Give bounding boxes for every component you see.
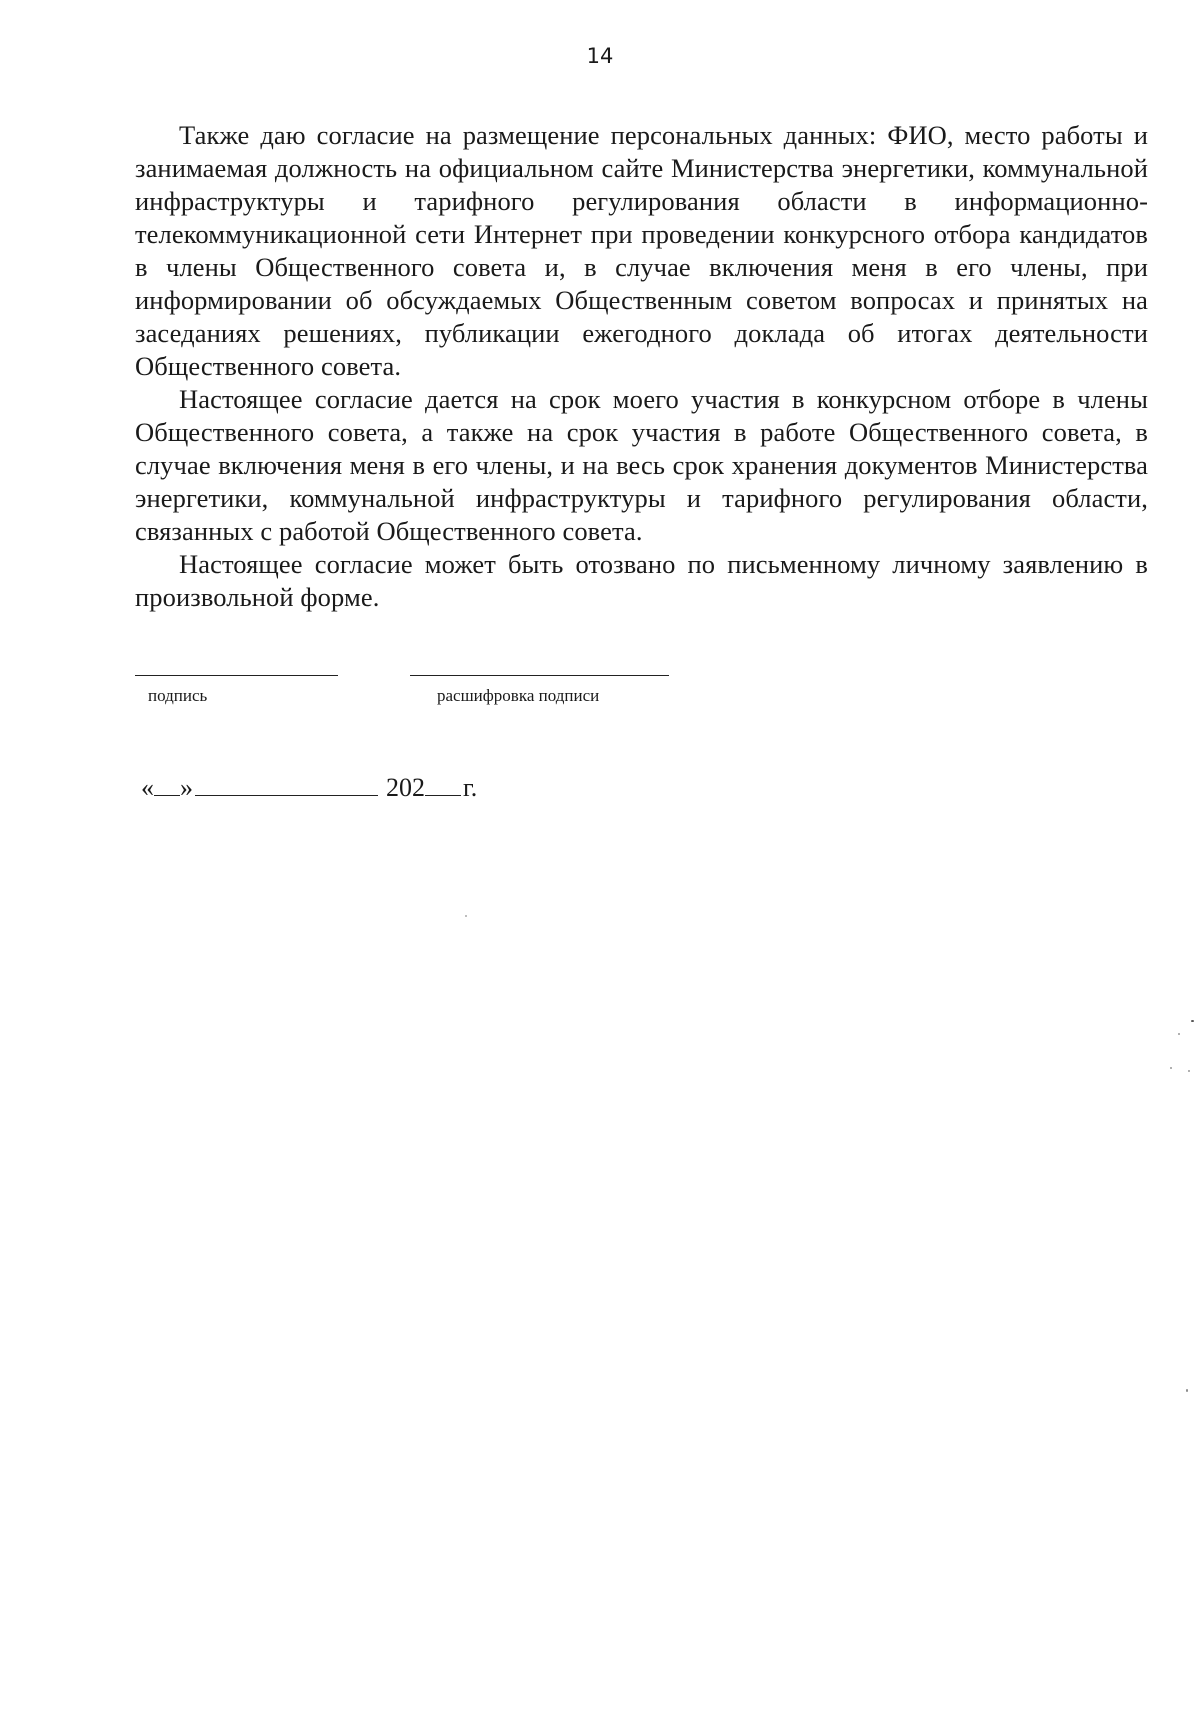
scan-speck (1178, 1033, 1180, 1035)
signature-line (135, 675, 338, 676)
consent-body (135, 119, 1148, 614)
scan-speck (1186, 1389, 1188, 1392)
signature-decoding-caption: расшифровка подписи (437, 686, 600, 705)
signature-caption: подпись (148, 686, 208, 705)
date-close-quote: » (180, 773, 193, 802)
scan-speck (1188, 1070, 1190, 1072)
page-number: 14 (586, 44, 614, 68)
scan-speck (1170, 1067, 1172, 1069)
date-year-suffix: г. (463, 773, 478, 802)
paragraph-revocation: Настоящее согласие может быть отозвано по письменному личному заявлению в произвольной форме. (135, 549, 1148, 612)
date-year-prefix: 202 (386, 773, 425, 802)
signature-block (0, 675, 1200, 715)
date-field (141, 773, 477, 813)
paragraph-consent-term: Настоящее согласие дается на срок моего участия в конкурсном отборе в члены Общественного совета, а также на срок участия в работе Общественного совета, в случае включения меня в его члены, и на весь срок хранения документов Министерства энергетики, коммунальной инфраструктуры и тарифного регулирования области, связанных с работой Общественного совета. (135, 384, 1148, 546)
date-open-quote: « (141, 773, 154, 802)
date-day-blank (154, 775, 180, 796)
scan-speck (465, 915, 467, 917)
signature-decoding-line (410, 675, 669, 676)
paragraph-publication-consent: Также даю согласие на размещение персональных данных: ФИО, место работы и занимаемая должность на официальном сайте Министерства энергетики, коммунальной инфраструктуры и тарифного регулирования области в информационно-телекоммуникационной сети Интернет при проведении конкурсного отбора кандидатов в члены Общественного совета и, в случае включения меня в его члены, при информировании об обсуждаемых Общественным советом вопросах и принятых на заседаниях решениях, публикации ежегодного доклада об итогах деятельности Общественного совета. (135, 120, 1148, 381)
date-year-blank (425, 775, 461, 796)
scan-speck (1191, 1020, 1194, 1022)
date-month-blank (195, 775, 378, 796)
